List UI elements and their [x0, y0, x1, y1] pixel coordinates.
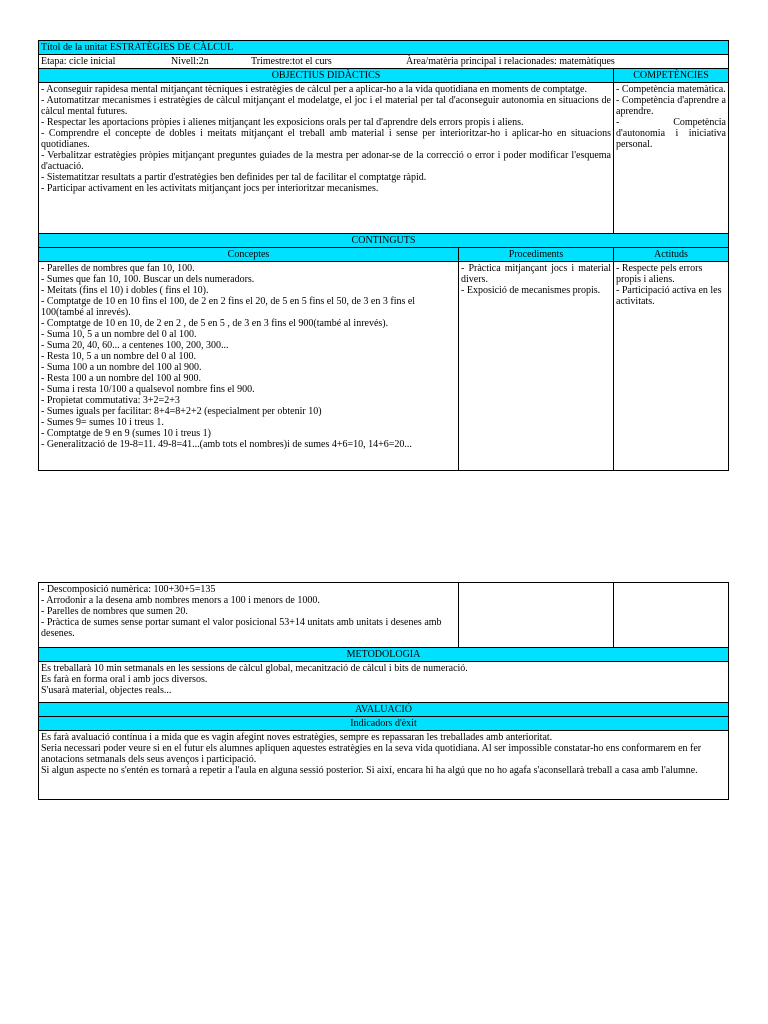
objectius-list: [39, 83, 614, 234]
concepte-item: - Comptatge de 10 en 10 fins el 100, de 2 en 2 fins el 20, de 5 en 5 fins el 50, de 3 en 3 fins el 100(també al inrevés).: [41, 296, 416, 318]
indicadors-heading: Indicadors d'èxit: [39, 717, 729, 731]
concepte-item: - Comptatge de 9 en 9 (sumes 10 i treus 1): [41, 428, 211, 439]
actituds-cont-cell: [614, 583, 729, 648]
competencia-item: - Competència d'aprendre a aprendre.: [616, 95, 726, 117]
metodologia-text: [39, 662, 729, 703]
concepte-item: - Meitats (fins el 10) i dobles ( fins el 10).: [41, 285, 209, 296]
objectiu-item: - Participar activament en les activitats mitjançant jocs per interioritzar mecanismes.: [41, 183, 379, 194]
concepte-item: - Suma 20, 40, 60... a centenes 100, 200, 300...: [41, 340, 229, 351]
procediments-list: [459, 262, 614, 471]
competencia-item: - Competència matemàtica.: [616, 84, 726, 95]
actituds-list: [614, 262, 729, 471]
competencia-item: - Competència d'autonomia i iniciativa personal.: [616, 117, 726, 150]
objectiu-item: - Sistematitzar resultats a partir d'estratègies ben definides per tal de facilitar el comptatge ràpid.: [41, 172, 427, 183]
concepte-item: - Resta 10, 5 a un nombre del 0 al 100.: [41, 351, 196, 362]
objectiu-item: - Automatitzar mecanismes i estratègies de càlcul mitjançant el modelatge, el joc i el material per tal d'aconseguir autonomia en situacions de càlcul mental futures.: [41, 95, 611, 117]
concepte-item: - Sumes 9= sumes 10 i treus 1.: [41, 417, 164, 428]
competencies-list: [614, 83, 729, 234]
area-label: Àrea/matèria principal i relacionades: matemàtiques: [406, 56, 615, 67]
objectiu-item: - Verbalitzar estratègies pròpies mitjançant preguntes guiades de la mestra per adonar-se de la correcció o error i poder modificar l'esquema d'actuació.: [41, 150, 611, 172]
competencies-heading: COMPETÈNCIES: [614, 69, 729, 83]
conceptes-cont-list: [39, 583, 459, 648]
objectiu-item: - Comprendre el concepte de dobles i meitats mitjançant el treball amb material i sense per interioritzar-ho i aplicar-ho en situacions quotidianes.: [41, 128, 611, 150]
procediments-cont-cell: [459, 583, 614, 648]
avaluacio-line: Si algun aspecte no s'entén es tornarà a repetir a l'aula en alguna sessió posterior. Si així, encara hi ha algú que no ho agafa s'aconsellarà treball a casa amb l'alumne.: [41, 765, 698, 776]
concepte-item: - Suma i resta 10/100 a qualsevol nombre fins el 900.: [41, 384, 255, 395]
trimestre-label: Trimestre:tot el curs: [251, 56, 332, 67]
actitud-item: - Respecte pels errors propis i aliens.: [616, 263, 703, 285]
objectius-heading: OBJECTIUS DIDÀCTICS: [39, 69, 614, 83]
avaluacio-line: Es farà avaluació contínua i a mida que es vagin afegint noves estratègies, sempre es repassaran les treballades amb anterioritat.: [41, 732, 553, 743]
objectiu-item: - Respectar les aportacions pròpies i alienes mitjançant les exposicions orals per tal d'aprendre dels errors propis i aliens.: [41, 117, 524, 128]
concepte-item: - Pràctica de sumes sense portar sumant el valor posicional 53+14 unitats amb unitats i desenes amb desenes.: [41, 617, 442, 639]
metodologia-line: Es farà en forma oral i amb jocs diversos.: [41, 674, 208, 685]
concepte-item: - Resta 100 a un nombre del 100 al 900.: [41, 373, 201, 384]
procediments-heading: Procediments: [459, 248, 614, 262]
unit-table-page-1: [38, 40, 729, 471]
avaluacio-line: Seria necessari poder veure si en el futur els alumnes apliquen aquestes estratègies en la seva vida quotidiana. Al ser impossible constatar-ho ens conformarem en fer anotacions setmanals dels seus avenços i participació.: [41, 743, 702, 765]
unit-table-page-2: [38, 582, 729, 800]
concepte-item: - Sumes iguals per facilitar: 8+4=8+2+2 (especialment per obtenir 10): [41, 406, 322, 417]
metodologia-line: Es treballarà 10 min setmanals en les sessions de càlcul global, mecanització de càlcul i bits de numeració.: [41, 663, 468, 674]
conceptes-list: [39, 262, 459, 471]
procediment-item: - Pràctica mitjançant jocs i material divers.: [461, 263, 611, 285]
concepte-item: - Suma 100 a un nombre del 100 al 900.: [41, 362, 202, 373]
metodologia-line: S'usarà material, objectes reals...: [41, 685, 172, 696]
avaluacio-text: [39, 731, 729, 800]
unit-title: Títol de la unitat ESTRATÈGIES DE CÀLCUL: [39, 41, 729, 55]
continguts-heading: CONTINGUTS: [39, 234, 729, 248]
actitud-item: - Participació activa en les activitats.: [616, 285, 722, 307]
concepte-item: - Sumes que fan 10, 100. Buscar un dels numeradors.: [41, 274, 255, 285]
conceptes-heading: Conceptes: [39, 248, 459, 262]
etapa-label: Etapa: cicle inicial: [41, 56, 116, 67]
concepte-item: - Arrodonir a la desena amb nombres menors a 100 i menors de 1000.: [41, 595, 320, 606]
avaluacio-heading: AVALUACIÓ: [39, 703, 729, 717]
concepte-item: - Parelles de nombres que fan 10, 100.: [41, 263, 195, 274]
metodologia-heading: METODOLOGIA: [39, 648, 729, 662]
concepte-item: - Propietat commutativa: 3+2=2+3: [41, 395, 180, 406]
unit-info-row: [39, 55, 729, 69]
concepte-item: - Suma 10, 5 a un nombre del 0 al 100.: [41, 329, 197, 340]
concepte-item: - Generalització de 19-8=11. 49-8=41...(amb tots el nombres)i de sumes 4+6=10, 14+6=20...: [41, 439, 412, 450]
objectiu-item: - Aconseguir rapidesa mental mitjançant tècniques i estratègies de càlcul per a aplicar-ho a la vida quotidiana en moments de comptatge.: [41, 84, 587, 95]
actituds-heading: Actituds: [614, 248, 729, 262]
concepte-item: - Descomposició numèrica: 100+30+5=135: [41, 584, 216, 595]
concepte-item: - Parelles de nombres que sumen 20.: [41, 606, 188, 617]
nivell-label: Nivell:2n: [171, 56, 209, 67]
concepte-item: - Comptatge de 10 en 10, de 2 en 2 , de 5 en 5 , de 3 en 3 fins el 900(també al inrevés).: [41, 318, 389, 329]
procediment-item: - Exposició de mecanismes propis.: [461, 285, 601, 296]
